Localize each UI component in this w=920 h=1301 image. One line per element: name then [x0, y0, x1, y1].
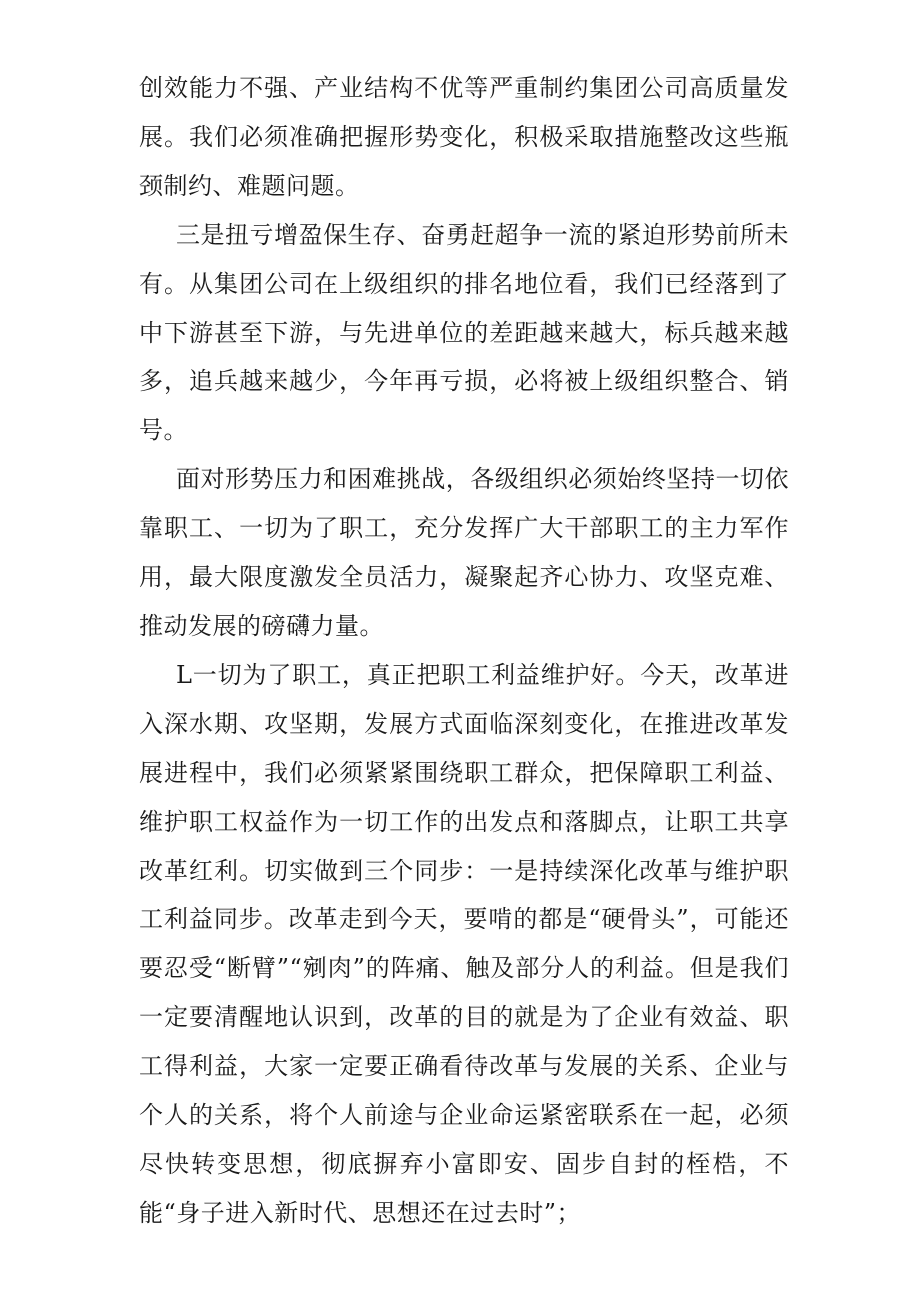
- paragraph-4: L一切为了职工，真正把职工利益维护好。今天，改革进入深水期、攻坚期，发展方式面临深刻变化，在推进改革发展进程中，我们必须紧紧围绕职工群众，把保障职工利益、维护职工权益作为一切工作的出发点和落脚点，让职工共享改革红利。切实做到三个同步：一是持续深化改革与维护职工利益同步。改革走到今天，要啃的都是“硬骨头”，可能还要忍受“断臂”“剜肉”的阵痛、触及部分人的利益。但是我们一定要清醒地认识到，改革的目的就是为了企业有效益、职工得利益，大家一定要正确看待改革与发展的关系、企业与个人的关系，将个人前途与企业命运紧密联系在一起，必须尽快转变思想，彻底摒弃小富即安、固步自封的桎梏，不能“身子进入新时代、思想还在过去时”；: [139, 660, 789, 1227]
- document-body: [139, 64, 789, 1238]
- paragraph-2: 三是扭亏增盈保生存、奋勇赶超争一流的紧迫形势前所未有。从集团公司在上级组织的排名地位看，我们已经落到了中下游甚至下游，与先进单位的差距越来越大，标兵越来越多，追兵越来越少，今年再亏损，必将被上级组织整合、销号。: [139, 220, 789, 445]
- paragraph-1: 创效能力不强、产业结构不优等严重制约集团公司高质量发展。我们必须准确把握形势变化，积极采取措施整改这些瓶颈制约、难题问题。: [139, 74, 789, 200]
- paragraph-3: 面对形势压力和困难挑战，各级组织必须始终坚持一切依靠职工、一切为了职工，充分发挥广大干部职工的主力军作用，最大限度激发全员活力，凝聚起齐心协力、攻坚克难、推动发展的磅礴力量。: [139, 465, 789, 640]
